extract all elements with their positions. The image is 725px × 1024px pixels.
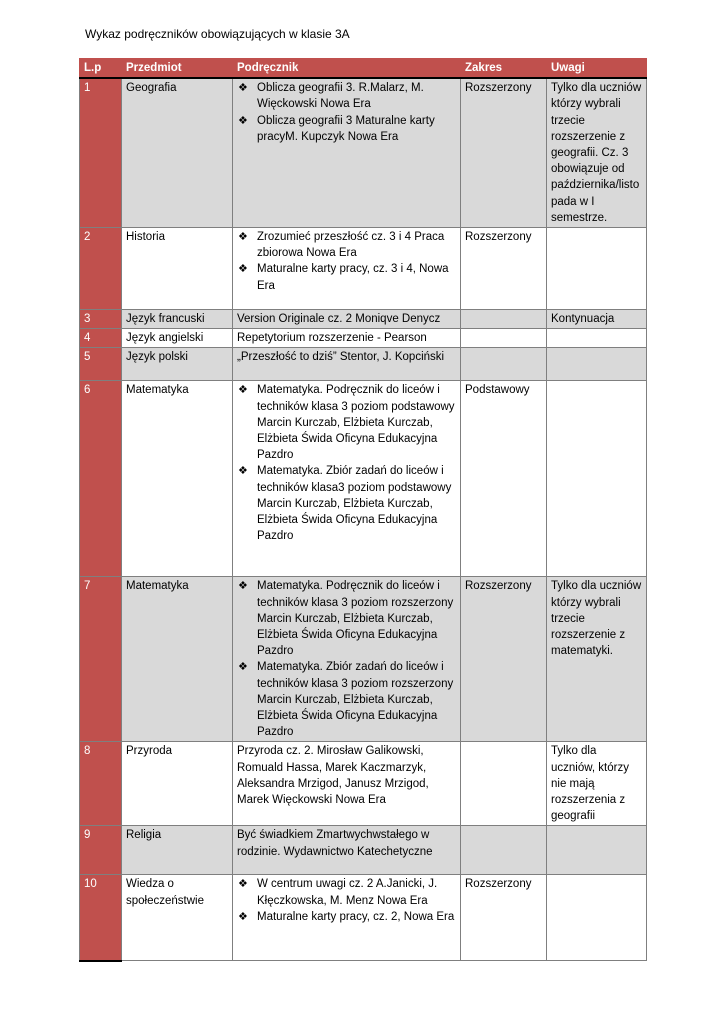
book-cell: Repetytorium rozszerzenie - Pearson — [233, 329, 461, 348]
table-row — [80, 348, 647, 381]
book-cell — [233, 381, 461, 577]
book-item: ❖ Oblicza geografii 3 Maturalne karty pracyM. Kupczyk Nowa Era — [238, 114, 435, 143]
row-number: 10 — [80, 875, 122, 961]
book-cell — [233, 228, 461, 310]
table-row — [80, 826, 647, 875]
book-item: ❖ Maturalne karty pracy, cz. 3 i 4, Nowa Era — [238, 263, 449, 292]
subject-cell: Wiedza o społeczeństwie — [122, 875, 233, 961]
row-number: 8 — [80, 742, 122, 826]
range-cell: Rozszerzony — [461, 875, 547, 961]
header-subject: Przedmiot — [122, 59, 233, 79]
row-number: 1 — [80, 78, 122, 227]
subject-cell: Matematyka — [122, 577, 233, 742]
subject-cell: Geografia — [122, 78, 233, 227]
diamond-bullet-icon: ❖ — [238, 580, 248, 593]
table-row — [80, 742, 647, 826]
book-item: ❖ W centrum uwagi cz. 2 A.Janicki, J. Kłęczkowska, M. Menz Nowa Era — [238, 878, 438, 907]
table-row — [80, 228, 647, 310]
notes-cell: Kontynuacja — [547, 310, 647, 329]
book-cell — [233, 875, 461, 961]
diamond-bullet-icon: ❖ — [238, 231, 248, 244]
row-number: 7 — [80, 577, 122, 742]
table-row — [80, 875, 647, 961]
textbook-table — [79, 58, 647, 962]
row-number: 4 — [80, 329, 122, 348]
diamond-bullet-icon: ❖ — [238, 465, 248, 478]
notes-cell — [547, 875, 647, 961]
range-cell — [461, 826, 547, 875]
table-row — [80, 381, 647, 577]
range-cell — [461, 329, 547, 348]
book-item: ❖ Matematyka. Zbiór zadań do liceów i techników klasa 3 poziom rozszerzony Marcin Kurczab, Elżbieta Kurczab, Elżbieta Świda Oficyna Edukacyjna Pazdro — [238, 661, 454, 739]
row-number: 6 — [80, 381, 122, 577]
notes-cell — [547, 348, 647, 381]
diamond-bullet-icon: ❖ — [238, 263, 248, 276]
book-item: ❖ Matematyka. Podręcznik do liceów i techników klasa 3 poziom rozszerzony Marcin Kurczab, Elżbieta Kurczab, Elżbieta Świda Oficyna Edukacyjna Pazdro — [238, 580, 454, 658]
notes-cell — [547, 826, 647, 875]
diamond-bullet-icon: ❖ — [238, 384, 248, 397]
notes-cell: Tylko dla uczniów którzy wybrali trzecie rozszerzenie z matematyki. — [547, 577, 647, 742]
header-notes: Uwagi — [547, 59, 647, 79]
subject-cell: Język angielski — [122, 329, 233, 348]
book-item: ❖ Matematyka. Zbiór zadań do liceów i techników klasa3 poziom podstawowy Marcin Kurczab, Elżbieta Kurczab, Elżbieta Świda Oficyna Edukacyjna Pazdro — [238, 465, 452, 543]
table-header-row — [80, 59, 647, 79]
book-cell: Przyroda cz. 2. Mirosław Galikowski, Romuald Hassa, Marek Kaczmarzyk, Aleksandra Mrzigod, Janusz Mrzigod, Marek Więckowski Nowa Era — [233, 742, 461, 826]
row-number: 5 — [80, 348, 122, 381]
book-cell: Być świadkiem Zmartwychwstałego w rodzinie. Wydawnictwo Katechetyczne — [233, 826, 461, 875]
row-number: 3 — [80, 310, 122, 329]
subject-cell: Przyroda — [122, 742, 233, 826]
book-cell: Version Originale cz. 2 Moniqve Denycz — [233, 310, 461, 329]
table-row — [80, 329, 647, 348]
range-cell — [461, 742, 547, 826]
range-cell — [461, 348, 547, 381]
book-item: ❖ Oblicza geografii 3. R.Malarz, M. Więckowski Nowa Era — [238, 82, 424, 111]
header-lp: L.p — [80, 59, 122, 79]
subject-cell: Religia — [122, 826, 233, 875]
header-range: Zakres — [461, 59, 547, 79]
range-cell: Rozszerzony — [461, 78, 547, 227]
range-cell — [461, 310, 547, 329]
subject-cell: Matematyka — [122, 381, 233, 577]
range-cell: Rozszerzony — [461, 228, 547, 310]
subject-cell: Język francuski — [122, 310, 233, 329]
notes-cell — [547, 329, 647, 348]
diamond-bullet-icon: ❖ — [238, 878, 248, 891]
diamond-bullet-icon: ❖ — [238, 910, 248, 923]
range-cell: Podstawowy — [461, 381, 547, 577]
notes-cell — [547, 228, 647, 310]
notes-cell — [547, 381, 647, 577]
notes-cell: Tylko dla uczniów którzy wybrali trzecie rozszerzenie z geografii. Cz. 3 obowiązuje od października/listopada w I semestrze. — [547, 78, 647, 227]
subject-cell: Historia — [122, 228, 233, 310]
book-item: ❖ Matematyka. Podręcznik do liceów i techników klasa 3 poziom podstawowy Marcin Kurczab, Elżbieta Kurczab, Elżbieta Świda Oficyna Edukacyjna Pazdro — [238, 384, 455, 462]
book-cell — [233, 78, 461, 227]
range-cell: Rozszerzony — [461, 577, 547, 742]
diamond-bullet-icon: ❖ — [238, 661, 248, 674]
header-book: Podręcznik — [233, 59, 461, 79]
table-row — [80, 78, 647, 227]
subject-cell: Język polski — [122, 348, 233, 381]
document-title: Wykaz podręczników obowiązujących w klasie 3A — [85, 27, 350, 41]
book-cell — [233, 577, 461, 742]
diamond-bullet-icon: ❖ — [238, 82, 248, 95]
table-row — [80, 310, 647, 329]
book-cell: „Przeszłość to dziś” Stentor, J. Kopciński — [233, 348, 461, 381]
book-item: ❖ Maturalne karty pracy, cz. 2, Nowa Era — [237, 909, 456, 925]
row-number: 2 — [80, 228, 122, 310]
notes-cell: Tylko dla uczniów, którzy nie mają rozszerzenia z geografii — [547, 742, 647, 826]
diamond-bullet-icon: ❖ — [238, 114, 248, 127]
row-number: 9 — [80, 826, 122, 875]
book-item: ❖ Zrozumieć przeszłość cz. 3 i 4 Praca zbiorowa Nowa Era — [238, 231, 445, 260]
table-row — [80, 577, 647, 742]
